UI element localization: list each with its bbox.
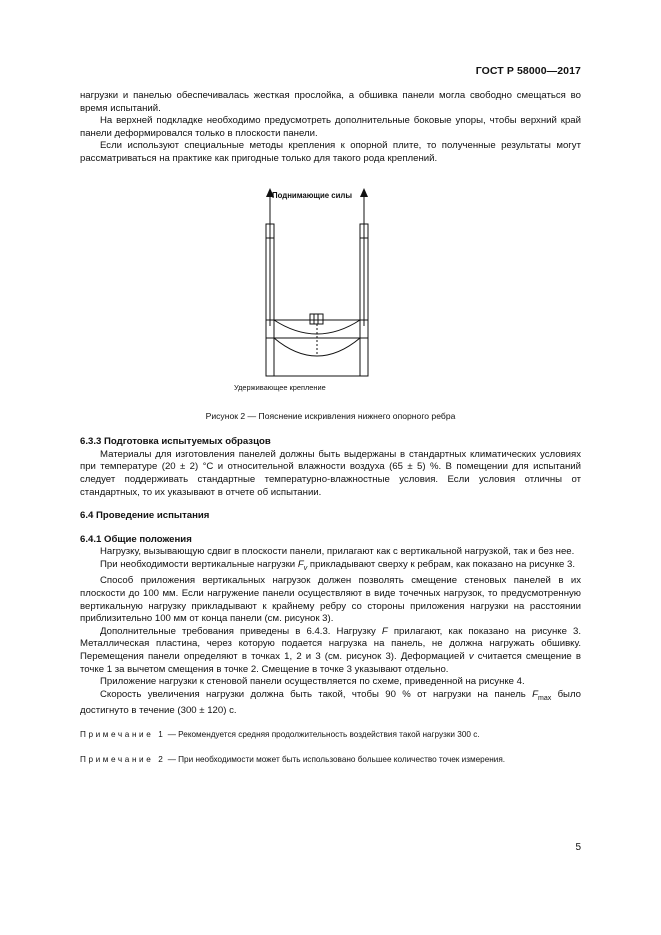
- paragraph: Нагрузку, вызывающую сдвиг в плоскости панели, прилагают как с вертикальной нагрузкой, так и без нее.: [100, 546, 575, 558]
- paragraph: Способ приложения вертикальных нагрузок должен позволять смещение стеновых панелей в их плоскости до 100 мм. Если нагружение панели осуществляют в виде точечных нагрузок, то предусмотренную вертикальную нагрузку прикладывают к крайнему ребру со стороны приложения нагрузки на расстоянии приблизительно 100 мм от конца панели (см. рисунок 3).: [80, 575, 581, 625]
- note-1: Примечание 1 — Рекомендуется средняя продолжительность воздействия такой нагрузки 300 с.: [80, 729, 480, 739]
- paragraph: Если используют специальные методы крепления к опорной плите, то полученные результаты могут рассматриваться на практике как пригодные только для такого рода креплений.: [80, 140, 581, 164]
- paragraph: Материалы для изготовления панелей должны быть выдержаны в стандартных климатических условиях при температуре (20 ± 2) °С и относительной влажности воздуха (65 ± 5) %. В помещении для испытаний следует поддерживать стандартные температурно-влажностные условия. Если условия отличны от стандартных, то их указывают в отчете об испытании.: [80, 448, 581, 498]
- section-heading-6-3-3: 6.3.3 Подготовка испытуемых образцов: [80, 436, 271, 448]
- section-heading-6-4: 6.4 Проведение испытания: [80, 510, 210, 522]
- page-content: [80, 90, 581, 765]
- note-2: Примечание 2 — При необходимости может быть использовано большее количество точек измерения.: [80, 754, 506, 764]
- figure-2: [80, 186, 581, 402]
- paragraph: Скорость увеличения нагрузки должна быть такой, чтобы 90 % от нагрузки на панель $F_{max}$ было достигнуто в течение (300 ± 120) с.: [80, 688, 581, 717]
- bent-rib-top: [274, 320, 360, 334]
- paragraph: Приложение нагрузки к стеновой панели осуществляется по схеме, приведенной на рисунке 4.: [100, 676, 525, 688]
- paragraph: Дополнительные требования приведены в 6.4.3. Нагрузку F прилагают, как показано на рисунке 3. Металлическая пластина, через которую подается нагрузка на панель, не должна нагружать обшивку. Перемещения панели определяют в точках 1, 2 и 3 (см. рисунок 3). Деформацией v считается смещение в точке 1 за вычетом смещения в точке 2. Смещение в точке 3 указывают отдельно.: [80, 625, 582, 675]
- figure-caption: Рисунок 2 — Пояснение искривления нижнего опорного ребра: [205, 410, 456, 421]
- paragraph: При необходимости вертикальные нагрузки $F_v$ прикладывают сверху к ребрам, как показано на рисунке 3.: [100, 558, 576, 572]
- paragraph: На верхней подкладке необходимо предусмотреть дополнительные боковые упоры, чтобы верхний край панели деформировался только в плоскости панели.: [80, 115, 581, 139]
- paragraph: нагрузки и панелью обеспечивалась жесткая прослойка, а обшивка панели могла свободно смещаться во время испытаний.: [80, 90, 581, 114]
- right-arrow-head: [360, 188, 368, 197]
- anchor-block: [310, 314, 323, 324]
- figure-bottom-label: Удерживающее крепление: [234, 382, 326, 392]
- page-number: 5: [575, 842, 581, 853]
- figure-top-label: Поднимающие силы: [272, 190, 352, 200]
- section-heading-6-4-1: 6.4.1 Общие положения: [80, 533, 192, 545]
- rib-bending-diagram: [80, 186, 581, 386]
- document-header: ГОСТ Р 58000—2017: [475, 65, 581, 77]
